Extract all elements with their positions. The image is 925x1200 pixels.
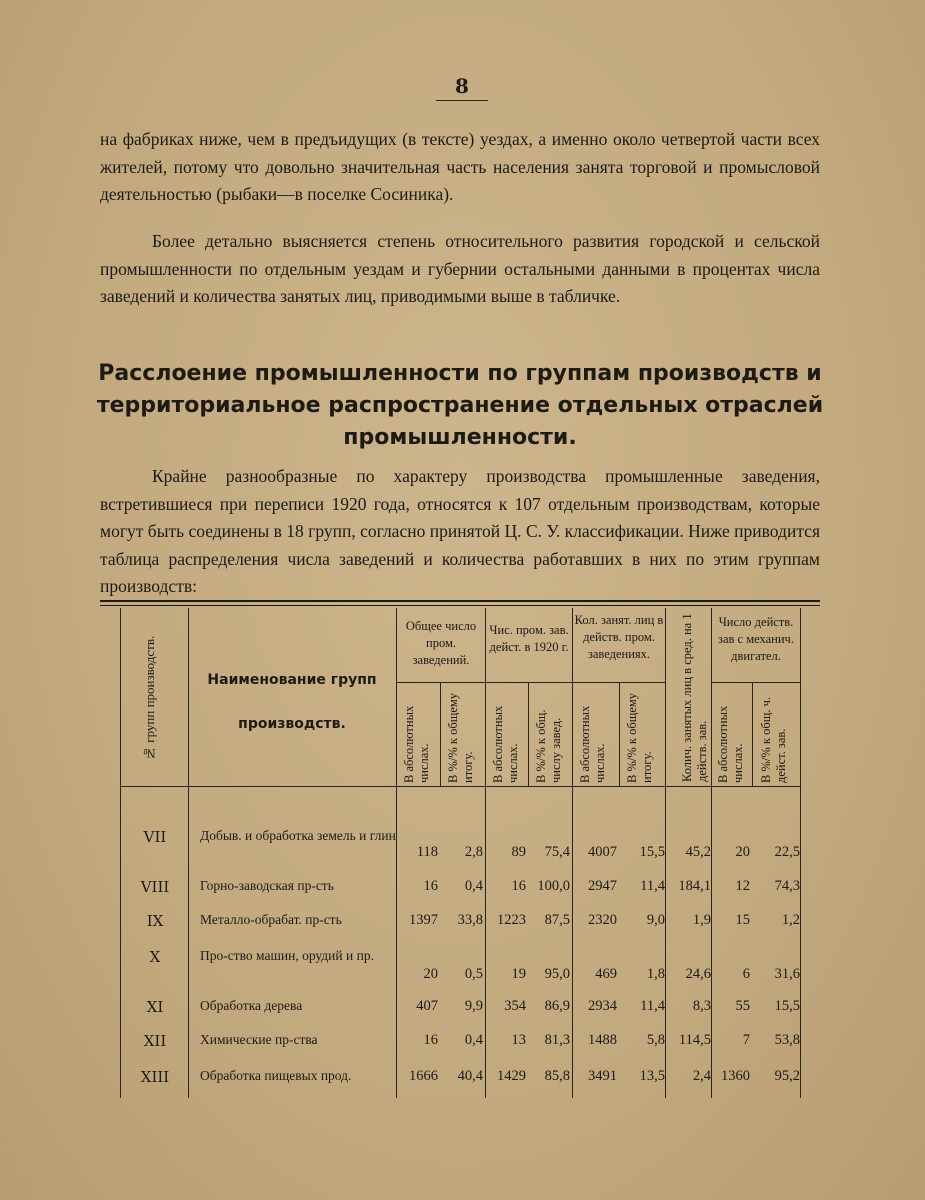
table-hline — [120, 786, 800, 787]
subheader-pct-total: В %/% к общему итогу. — [446, 692, 475, 783]
table-row — [100, 912, 820, 942]
cell-persons-abs: 2934 — [588, 998, 617, 1014]
cell-mech-pct: 22,5 — [774, 844, 800, 860]
cell-total-abs: 16 — [423, 878, 438, 894]
cell-avg: 8,3 — [692, 998, 711, 1014]
cell-persons-abs: 469 — [595, 966, 617, 982]
cell-total-abs: 20 — [423, 966, 438, 982]
cell-group-no: XIII — [140, 1068, 170, 1086]
cell-persons-pct: 11,4 — [640, 998, 665, 1014]
cell-mech-pct: 15,5 — [774, 998, 800, 1014]
cell-mech-abs: 20 — [735, 844, 750, 860]
cell-mech-abs: 12 — [735, 878, 750, 894]
cell-acting-abs: 1429 — [497, 1068, 526, 1084]
cell-avg: 184,1 — [678, 878, 711, 894]
subheader-abs: В абсолютных числах. — [716, 705, 745, 783]
cell-persons-abs: 1488 — [588, 1032, 617, 1048]
cell-acting-abs: 13 — [511, 1032, 526, 1048]
subheader-pct-acting: В %/% к общ. ч. дейст. зав. — [759, 697, 788, 783]
cell-total-pct: 33,8 — [457, 912, 483, 928]
cell-total-pct: 2,8 — [464, 844, 483, 860]
cell-acting-pct: 100,0 — [537, 878, 570, 894]
cell-total-pct: 0,4 — [464, 1032, 483, 1048]
table-hline — [711, 682, 800, 683]
cell-acting-abs: 19 — [511, 966, 526, 982]
section-heading: Расслоение промышленности по группам производств и территориальное распространение отдельных отраслей промышленности. — [96, 361, 824, 450]
table-row — [100, 1032, 820, 1062]
subheader-pct-acting: В %/% к общ. числу завед. — [534, 709, 563, 783]
cell-group-no: XI — [146, 998, 164, 1016]
cell-group-no: VIII — [140, 878, 170, 896]
cell-acting-pct: 95,0 — [544, 966, 570, 982]
cell-acting-pct: 81,3 — [544, 1032, 570, 1048]
cell-avg: 2,4 — [692, 1068, 711, 1084]
cell-persons-abs: 3491 — [588, 1068, 617, 1084]
cell-persons-pct: 9,0 — [646, 912, 665, 928]
cell-total-pct: 0,4 — [464, 878, 483, 894]
cell-mech-abs: 55 — [735, 998, 750, 1014]
header-acting-1920: Чис. пром. зав. дейст. в 1920 г. — [489, 623, 569, 654]
subheader-pct-total: В %/% к общему итогу. — [625, 692, 654, 783]
cell-mech-pct: 95,2 — [774, 1068, 800, 1084]
cell-persons-pct: 13,5 — [639, 1068, 665, 1084]
paragraph-3: Крайне разнообразные по характеру производства промышленные заведения, встретившиеся при переписи 1920 года, относятся к 107 отдельным производствам, которые могут быть соединены в 18 групп, согласно принятой Ц. С. У. классификации. Ниже приводится таблица распределения числа заведений и количества работавших в них по этим группам производств: — [100, 466, 820, 596]
cell-group-name: Металло-обрабат. пр-сть — [200, 912, 342, 927]
cell-mech-pct: 31,6 — [774, 966, 800, 982]
cell-avg: 1,9 — [692, 912, 711, 928]
cell-total-pct: 40,4 — [457, 1068, 483, 1084]
table-row — [100, 998, 820, 1028]
cell-group-name: Про-ство машин, орудий и пр. — [200, 948, 374, 963]
cell-total-abs: 407 — [416, 998, 438, 1014]
cell-mech-pct: 74,3 — [774, 878, 800, 894]
table-row — [100, 944, 820, 984]
cell-group-name: Горно-заводская пр-сть — [200, 878, 334, 893]
cell-acting-pct: 85,8 — [544, 1068, 570, 1084]
subheader-abs: В абсолютных числах. — [491, 705, 520, 783]
page-number: 8 — [436, 74, 488, 101]
cell-mech-abs: 15 — [735, 912, 750, 928]
cell-group-no: XII — [143, 1032, 167, 1050]
cell-total-abs: 1397 — [409, 912, 438, 928]
cell-mech-abs: 1360 — [721, 1068, 750, 1084]
cell-total-abs: 16 — [423, 1032, 438, 1048]
cell-total-abs: 1666 — [409, 1068, 438, 1084]
cell-avg: 24,6 — [685, 966, 711, 982]
paragraph-2: Более детально выясняется степень относительного развития городской и сельской промышленности по отдельным уездам и губернии остальными данными в процентах числа заведений и количества занятых лиц, приводимыми выше в табличке. — [100, 231, 820, 306]
cell-persons-pct: 5,8 — [646, 1032, 665, 1048]
cell-group-name: Обработка дерева — [200, 998, 303, 1013]
cell-acting-pct: 75,4 — [544, 844, 570, 860]
cell-group-no: VII — [143, 828, 167, 846]
header-group-no: № групп производств. — [142, 635, 157, 762]
table-top-rule-thin — [100, 605, 820, 606]
table-vline — [528, 682, 529, 786]
table-vline — [440, 682, 441, 786]
subheader-abs: В абсолютных числах. — [578, 705, 607, 783]
cell-avg: 114,5 — [678, 1032, 711, 1048]
cell-mech-abs: 6 — [742, 966, 750, 982]
cell-acting-abs: 354 — [504, 998, 526, 1014]
cell-persons-abs: 2320 — [588, 912, 617, 928]
header-group-name: Наименование групп производств. — [207, 672, 377, 732]
header-total: Общее число пром. заведений. — [405, 619, 477, 667]
cell-total-pct: 0,5 — [464, 966, 483, 982]
cell-mech-abs: 7 — [742, 1032, 750, 1048]
cell-persons-abs: 4007 — [588, 844, 617, 860]
table-vline — [752, 682, 753, 786]
cell-mech-pct: 53,8 — [774, 1032, 800, 1048]
cell-mech-pct: 1,2 — [781, 912, 800, 928]
header-persons: Кол. занят. лиц в действ. пром. заведениях. — [574, 613, 664, 661]
subheader-abs: В абсолютных числах. — [402, 705, 431, 783]
cell-acting-abs: 16 — [511, 878, 526, 894]
cell-group-name: Добыв. и обработка земель и глин — [200, 828, 396, 843]
table-vline — [619, 682, 620, 786]
paragraph-1: на фабриках ниже, чем в предъидущих (в тексте) уездах, а именно около четвертой части всех жителей, потому что довольно значительная часть населения занята торговой и промысловой деятельностью (рыбаки—в поселке Сосиника). — [100, 129, 820, 204]
cell-total-abs: 118 — [416, 844, 438, 860]
cell-group-no: X — [149, 948, 161, 966]
cell-persons-pct: 1,8 — [646, 966, 665, 982]
cell-group-name: Химические пр-ства — [200, 1032, 318, 1047]
cell-persons-pct: 15,5 — [639, 844, 665, 860]
header-avg-persons: Колич. занятых лиц в сред. на 1 действ. зав. — [680, 613, 709, 782]
table-row — [100, 878, 820, 908]
cell-acting-pct: 86,9 — [544, 998, 570, 1014]
cell-acting-abs: 1223 — [497, 912, 526, 928]
header-mechanical: Число действ. зав с механич. двигател. — [718, 615, 794, 663]
cell-group-no: IX — [146, 912, 164, 930]
table-top-rule — [100, 600, 820, 602]
cell-total-pct: 9,9 — [464, 998, 483, 1014]
table-row — [100, 1068, 820, 1098]
cell-acting-abs: 89 — [511, 844, 526, 860]
cell-group-name: Обработка пищевых прод. — [200, 1068, 352, 1083]
cell-persons-abs: 2947 — [588, 878, 617, 894]
table-row — [100, 824, 820, 864]
cell-acting-pct: 87,5 — [544, 912, 570, 928]
industry-table — [100, 608, 820, 1108]
cell-persons-pct: 11,4 — [640, 878, 665, 894]
table-hline — [396, 682, 665, 683]
cell-avg: 45,2 — [685, 844, 711, 860]
